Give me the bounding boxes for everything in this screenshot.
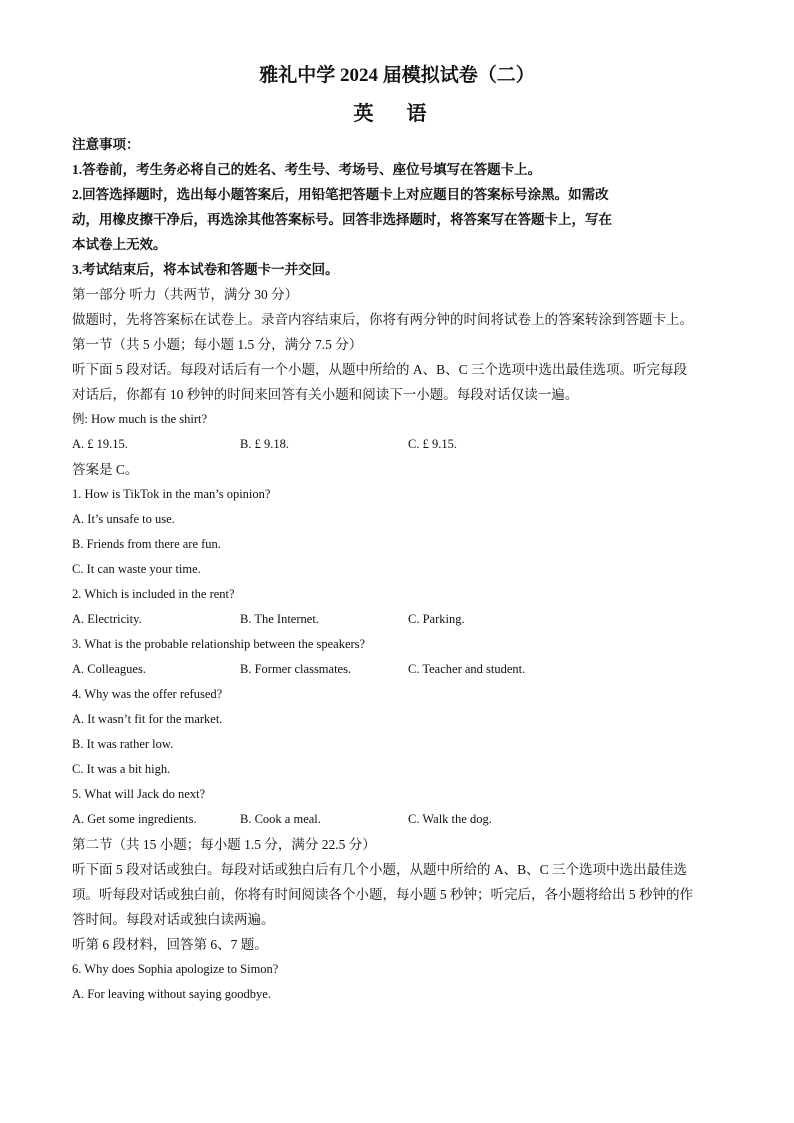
question-1-option-a: A. It’s unsafe to use. [72,512,175,526]
question-1: 1. How is TikTok in the man’s opinion? [72,487,271,501]
section2-instruction-line-3: 答时间。每段对话或独白读两遍。 [72,912,275,927]
question-3: 3. What is the probable relationship between the speakers? [72,637,366,651]
material-6-heading: 听第 6 段材料，回答第 6、7 题。 [72,937,268,952]
part1-heading: 第一部分 听力（共两节，满分 30 分） [72,287,299,302]
question-1-option-b: B. Friends from there are fun. [72,537,221,551]
question-4-option-a: A. It wasn’t fit for the market. [72,712,223,726]
subject-title: 英 语 [353,103,441,125]
question-4-option-c: C. It was a bit high. [72,762,171,776]
exam-title: 雅礼中学 2024 届模拟试卷（二） [259,65,535,86]
question-1-option-c: C. It can waste your time. [72,562,201,576]
question-3-option-a: A. Colleagues. [72,662,146,676]
question-5-options [72,807,722,832]
notice-item-2-line-3: 本试卷上无效。 [72,237,167,252]
section2-instruction-line-1: 听下面 5 段对话或独白。每段对话或独白后有几个小题，从题中所给的 A、B、C 三个选项中选出最佳选 [72,862,688,877]
notice-heading: 注意事项： [72,137,140,152]
notice-item-2-line-1: 2.回答选择题时，选出每小题答案后，用铅笔把答题卡上对应题目的答案标号涂黑。如需改 [72,187,609,202]
question-5-option-c: C. Walk the dog. [408,812,492,826]
question-5: 5. What will Jack do next? [72,787,206,801]
section2-instruction-line-2: 项。听每段对话或独白前，你将有时间阅读各个小题，每小题 5 秒钟；听完后，各小题将给出 5 秒钟的作 [72,887,693,902]
question-3-option-c: C. Teacher and student. [408,662,526,676]
example-option-c: C. £ 9.15. [408,437,457,451]
question-4: 4. Why was the offer refused? [72,687,223,701]
section1-heading: 第一节（共 5 小题；每小题 1.5 分，满分 7.5 分） [72,337,363,352]
section1-instruction-line-1: 听下面 5 段对话。每段对话后有一个小题，从题中所给的 A、B、C 三个选项中选出最佳选项。听完每段 [72,362,688,377]
question-4-option-b: B. It was rather low. [72,737,174,751]
example-option-b: B. £ 9.18. [240,437,289,451]
question-3-option-b: B. Former classmates. [240,662,352,676]
section2-heading: 第二节（共 15 小题；每小题 1.5 分，满分 22.5 分） [72,837,376,852]
notice-item-3: 3.考试结束后，将本试卷和答题卡一并交回。 [72,262,339,277]
notice-item-1: 1.答卷前，考生务必将自己的姓名、考生号、考场号、座位号填写在答题卡上。 [72,162,542,177]
example-question: 例: How much is the shirt? [72,412,208,426]
question-2: 2. Which is included in the rent? [72,587,235,601]
part1-instruction: 做题时，先将答案标在试卷上。录音内容结束后，你将有两分钟的时间将试卷上的答案转涂到答题卡上。 [72,312,693,327]
question-2-option-b: B. The Internet. [240,612,319,626]
question-6-option-a: A. For leaving without saying goodbye. [72,987,271,1001]
question-6: 6. Why does Sophia apologize to Simon? [72,962,279,976]
question-2-options [72,607,722,632]
exam-page [72,62,722,1007]
example-options [72,432,722,457]
example-answer: 答案是 C。 [72,462,139,477]
notice-item-2-line-2: 动，用橡皮擦干净后，再选涂其他答案标号。回答非选择题时，将答案写在答题卡上，写在 [72,212,612,227]
question-2-option-a: A. Electricity. [72,612,142,626]
question-5-option-a: A. Get some ingredients. [72,812,197,826]
section1-instruction-line-2: 对话后，你都有 10 秒钟的时间来回答有关小题和阅读下一小题。每段对话仅读一遍。 [72,387,579,402]
question-3-options [72,657,722,682]
question-2-option-c: C. Parking. [408,612,465,626]
example-option-a: A. £ 19.15. [72,437,128,451]
question-5-option-b: B. Cook a meal. [240,812,321,826]
